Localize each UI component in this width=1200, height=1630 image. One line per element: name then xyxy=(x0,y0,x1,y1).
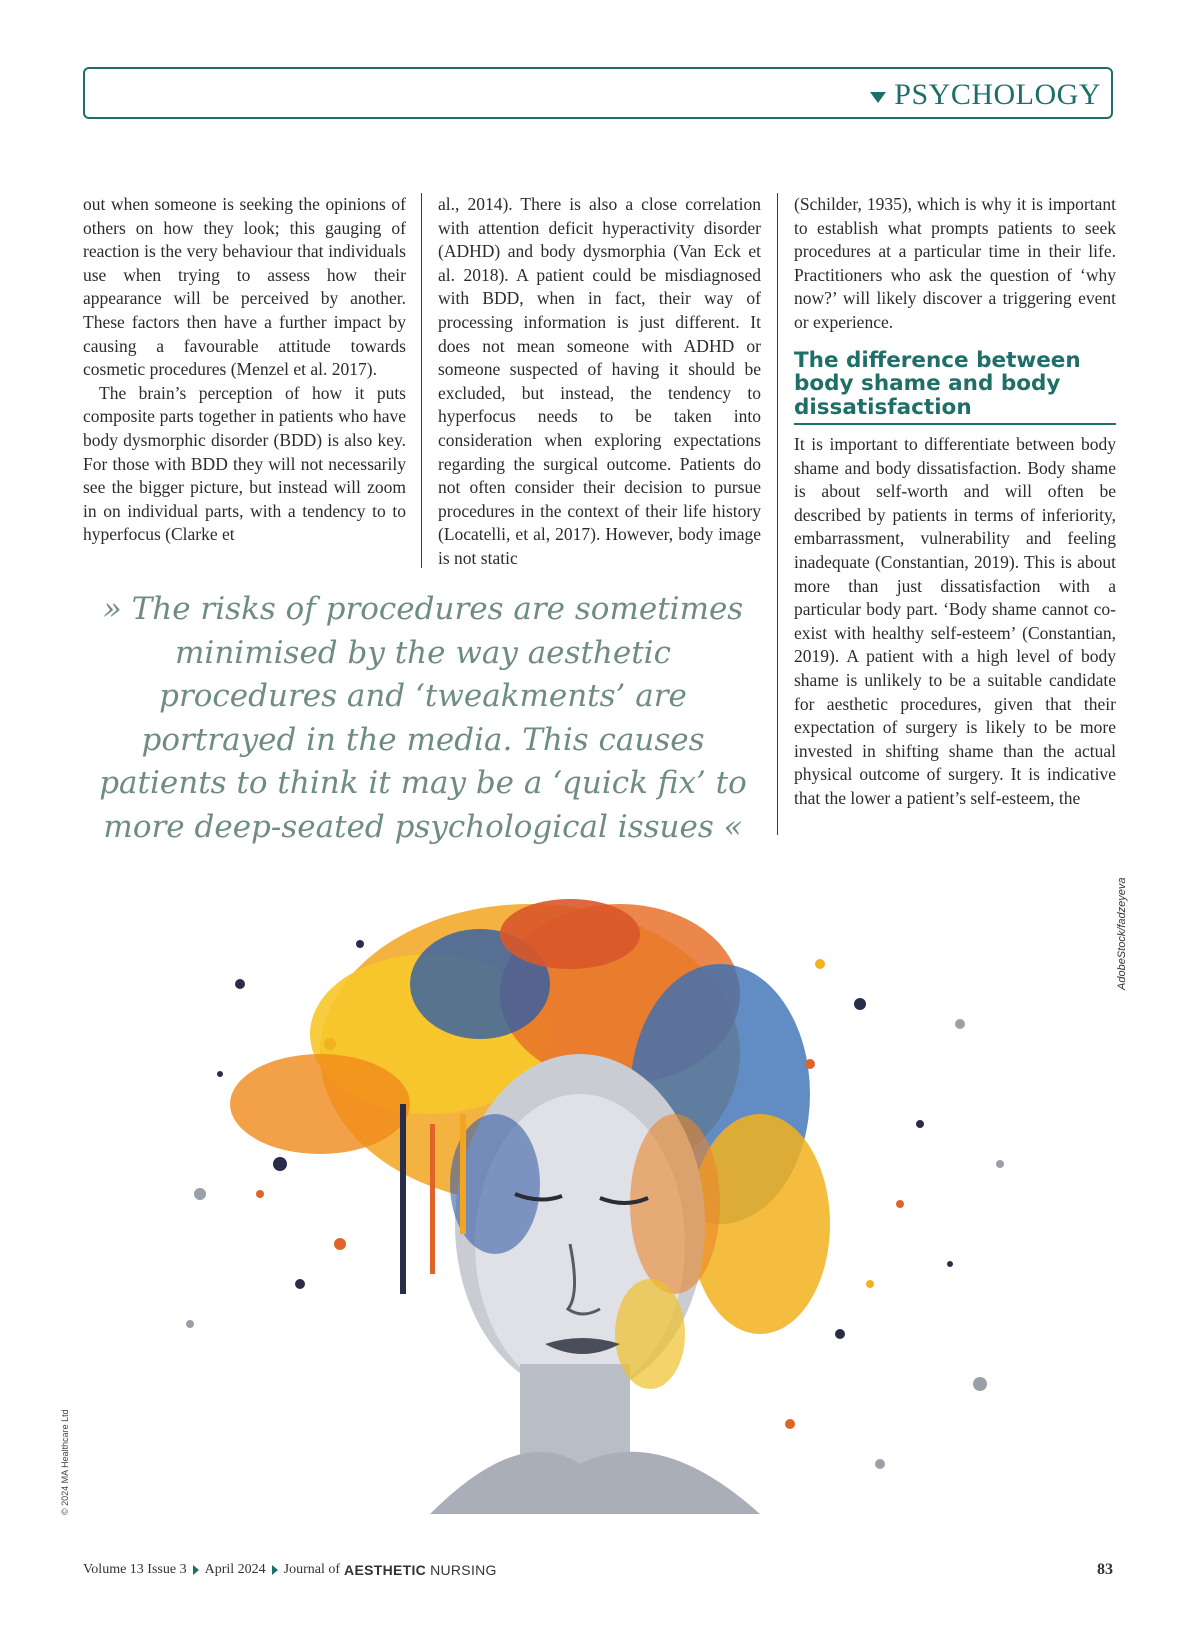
splash-portrait-artwork xyxy=(100,864,1096,1514)
col3-body: It is important to differentiate between body shame and body dissatisfaction. Body shame is about self-worth and will often be described by patients in terms of inferiority, embarrassment, vulnerability and feeling inadequate (Constantian, 2019). This is about more than just dissatisfaction with a particular body part. ‘Body shame cannot co-exist with healthy self-esteem’ (Constantian, 2019). A patient with a high level of body shame is unlikely to be a suitable candidate for aesthetic procedures, given that their expectation of surgery is likely to be more invested in shifting shame than the actual physical outcome of surgery. It is indicative that the lower a patient’s self-esteem, the xyxy=(794,434,1116,808)
footer-journal-prefix: Journal of xyxy=(283,1562,341,1577)
section-heading: The difference between body shame and body dissatisfaction xyxy=(794,349,1116,426)
triangle-down-icon xyxy=(870,92,886,103)
column-2 xyxy=(438,193,761,569)
section-label xyxy=(870,78,1101,112)
column-divider-2 xyxy=(777,193,778,835)
column-3 xyxy=(794,193,1116,811)
footer-date: April 2024 xyxy=(204,1562,266,1577)
col2-paragraph-1: al., 2014). There is also a close correlation with attention deficit hyperactivity disorder (ADHD) and body dysmorphia (Van Eck et al. 2018). A patient could be misdiagnosed with BDD, when in fact, their way of processing information is just different. It does not mean someone with ADHD or someone suspected of having it should be excluded, but instead, the tendency to hyperfocus needs to be taken into consideration when exploring expectations regarding the surgical outcome. Patients do not often consider their decision to pursue procedures in the context of their life history (Locatelli, et al, 2017). However, body image is not static xyxy=(438,194,761,568)
col1-paragraph-2: The brain’s perception of how it puts composite parts together in patients who have body dysmorphic disorder (BDD) is also key. For those with BDD they will not necessarily see the bigger picture, but instead will zoom in on individual parts, with a tendency to to hyperfocus (Clarke et xyxy=(83,382,406,545)
col3-intro: (Schilder, 1935), which is why it is important to establish what prompts patients to seek procedures at a particular time in their life. Practitioners who ask the question of ‘why now?’ will likely discover a triggering event or experience. xyxy=(794,194,1116,332)
section-header xyxy=(83,67,1113,119)
footer-journal-brand: AESTHETIC xyxy=(344,1562,427,1578)
triangle-right-icon xyxy=(272,1565,278,1575)
section-title: PSYCHOLOGY xyxy=(894,78,1101,111)
triangle-right-icon xyxy=(193,1565,199,1575)
image-credit: AdobeStock/fadzeyeva xyxy=(1116,877,1128,990)
footer-volume: Volume 13 Issue 3 xyxy=(83,1562,187,1577)
page-footer xyxy=(83,1561,1113,1579)
footer-journal-suffix: NURSING xyxy=(430,1562,497,1578)
col1-paragraph-1: out when someone is seeking the opinions of others on how they look; this gauging of reaction is the very behaviour that individuals use when trying to assess how their appearance will be perceived by another. These factors then have a further impact by causing a favourable attitude towards cosmetic procedures (Menzel et al. 2017). xyxy=(83,194,406,380)
pull-quote: » The risks of procedures are sometimes minimised by the way aesthetic procedures and ‘tweakments’ are portrayed in the media. This causes patients to think it may be a ‘quick fix’ to more deep-seated psychological issues « xyxy=(99,591,747,845)
copyright-notice: © 2024 MA Healthcare Ltd xyxy=(60,1409,70,1515)
page-number: 83 xyxy=(1097,1561,1113,1578)
column-divider-1 xyxy=(421,193,422,568)
column-1 xyxy=(83,193,406,569)
